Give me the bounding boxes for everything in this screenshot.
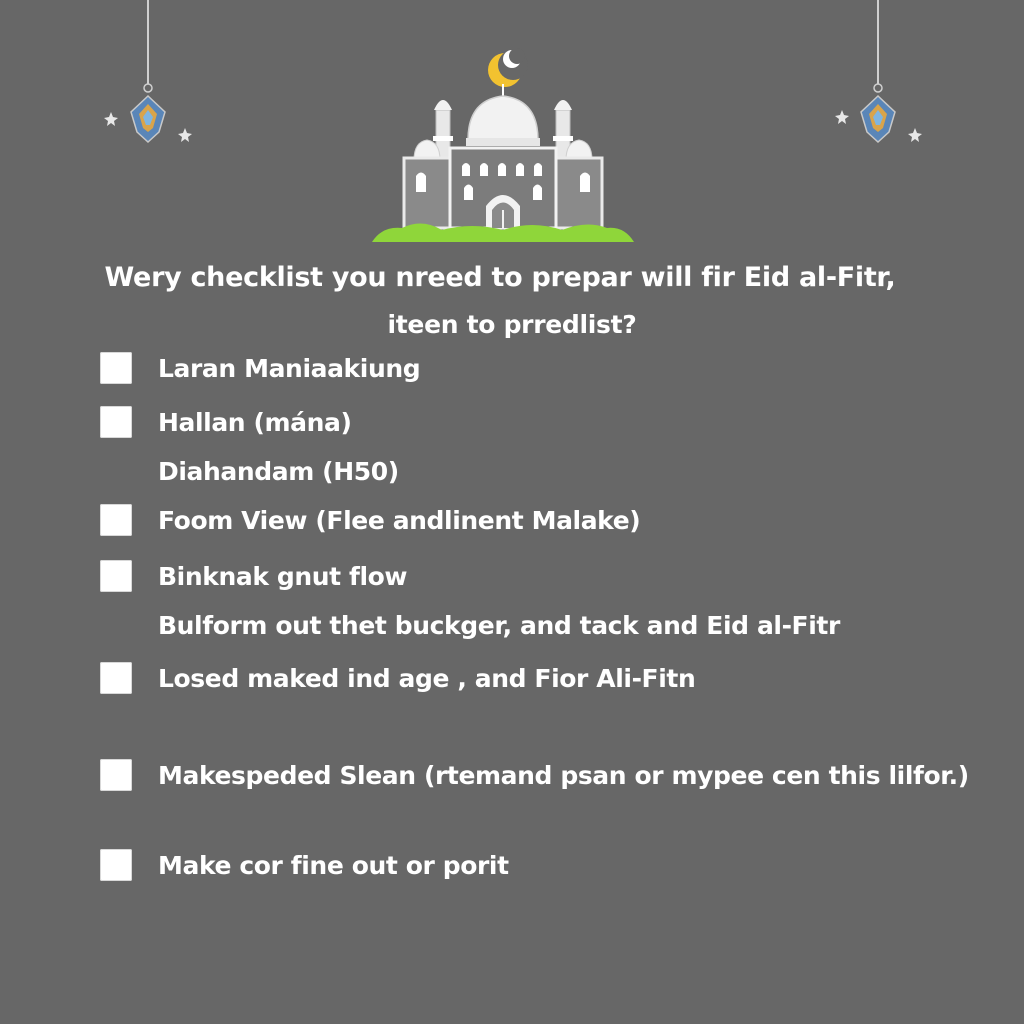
- checklist-item: [100, 402, 352, 442]
- checklist-item-label: Makespeded Slean (rtemand psan or mypee cen this lilfor.): [158, 760, 969, 790]
- checkbox[interactable]: [100, 849, 132, 881]
- checklist-item: [100, 845, 509, 885]
- checklist-item: [100, 348, 420, 388]
- checklist-item-label: Foom View (Flee andlinent Malake): [158, 505, 641, 535]
- checklist-item-label: Make cor fine out or porit: [158, 850, 509, 880]
- checklist-item-label: Laran Maniaakiung: [158, 353, 421, 383]
- checkbox[interactable]: [100, 759, 132, 791]
- checkbox[interactable]: [100, 406, 132, 438]
- page-title-line-1: Wery checklist you nreed to prepar will fir Eid al-Fitr,: [104, 262, 896, 293]
- checklist-item: [100, 451, 399, 491]
- checklist-item: [100, 605, 840, 645]
- checklist-item-label: Diahandam (H50): [158, 456, 399, 486]
- checklist-item-label: Hallan (mána): [158, 407, 352, 437]
- checklist-item: [100, 658, 695, 698]
- checkbox[interactable]: [100, 504, 132, 536]
- checklist-item-label: Binknak gnut flow: [158, 561, 408, 591]
- page-title-line-2: iteen to prredlist?: [387, 310, 637, 339]
- checklist-item: [100, 500, 640, 540]
- checkbox[interactable]: [100, 662, 132, 694]
- checklist-item-label: Losed maked ind age , and Fior Ali-Fitn: [158, 663, 696, 693]
- checkbox[interactable]: [100, 352, 132, 384]
- checkbox[interactable]: [100, 560, 132, 592]
- checklist-item: [100, 556, 407, 596]
- checklist-item: [100, 755, 969, 795]
- checklist-item-label: Bulform out thet buckger, and tack and Eid al-Fitr: [158, 610, 840, 640]
